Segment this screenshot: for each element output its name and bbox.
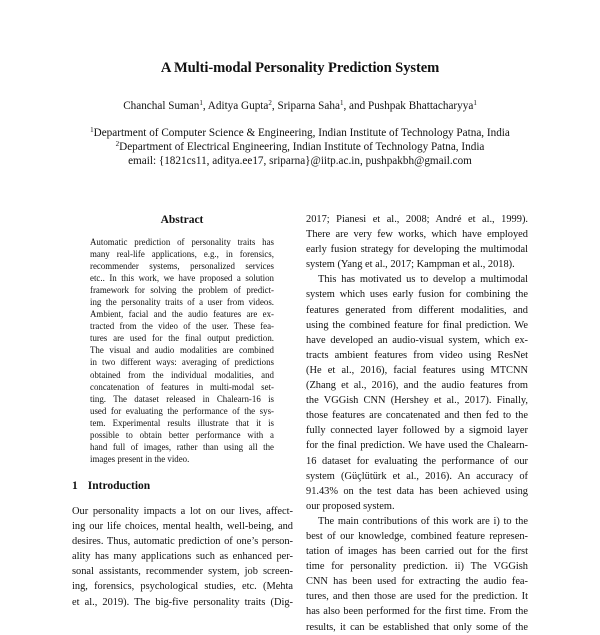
- introduction-line: ing our life choices, mental health, well-being, and: [72, 521, 293, 533]
- body-line: (Zhang et al., 2016), and the audio features from: [306, 380, 528, 392]
- abstract-line: images present in the video.: [90, 453, 190, 464]
- author-name: Sriparna Saha: [277, 100, 340, 112]
- author-list: [0, 100, 600, 112]
- body-line: The main contributions of this work are i) to the: [318, 515, 528, 527]
- author-name: Aditya Gupta: [207, 100, 269, 112]
- section-heading-introduction: [72, 480, 150, 492]
- abstract-line: Automatic prediction of personality traits has: [90, 237, 274, 247]
- abstract-line: many real-life applications, e.g., in forensics,: [90, 249, 274, 260]
- right-column-text: [306, 212, 528, 635]
- body-line: 16 dataset for evaluating the performance of our: [306, 455, 528, 467]
- abstract-line: framework for solving the problem of predict-: [90, 285, 274, 296]
- introduction-line: sonal assistants, recommender system, job screen-: [72, 566, 293, 578]
- abstract-line: Ambient, facial and the audio features are ex-: [90, 309, 274, 320]
- introduction-line: ality has many applications such as enhanced per-: [72, 551, 293, 563]
- author-affiliation-marker: 1: [339, 99, 344, 107]
- introduction-line: et al., 2019). The big-five personality traits (Dig-: [72, 596, 293, 608]
- abstract-line: obtained from the individual modalities, and: [90, 369, 274, 380]
- affiliation-2-text: Department of Electrical Engineering, Indian Institute of Technology Patna, India: [119, 141, 485, 153]
- body-line: best of our knowledge, combined feature represen-: [306, 530, 528, 542]
- body-line: have developed an audio-visual system, which ex-: [306, 334, 528, 346]
- author-separator: ,: [202, 100, 208, 112]
- introduction-line: Our personality impacts a lot on our lives, affect-: [72, 506, 293, 517]
- abstract-line: in two different ways: averaging of predictions: [90, 357, 274, 368]
- body-line: our proposed system.: [306, 500, 395, 512]
- abstract-line: ting. The dataset released in Chalearn-16 is: [90, 393, 274, 404]
- introduction-line: desires. Thus, automatic prediction of one’s person-: [72, 536, 293, 548]
- author-name: Chanchal Suman: [123, 100, 200, 112]
- author-separator: ,: [271, 100, 278, 112]
- paper-title: A Multi-modal Personality Prediction System: [160, 60, 440, 76]
- body-line: using the combined feature for final prediction. We: [306, 319, 528, 331]
- body-line: 91.43% on the test data has been achieved using: [306, 485, 528, 497]
- introduction-line: ing, forensics, psychological studies, etc. (Mehta: [72, 581, 293, 593]
- author-affiliation-marker: 2: [268, 99, 272, 107]
- abstract-line: tures are used for the final output prediction.: [90, 333, 274, 344]
- body-line: system (Güçlütürk et al., 2016). An accuracy of: [306, 470, 528, 482]
- body-line: for the final prediction. We have used the Chalearn-: [306, 440, 528, 452]
- abstract-line: The visual and audio modalities are combined: [90, 345, 274, 356]
- body-line: tation of images has been carried out for the first: [306, 546, 528, 558]
- body-line: system (Yang et al., 2017; Kampman et al., 2018).: [306, 259, 515, 271]
- body-line: tracts ambient features from video using ResNet: [306, 349, 528, 361]
- body-line: features generated from different modalities, and: [306, 304, 528, 316]
- abstract-line: tem. Experimental results illustrate that it is: [90, 417, 274, 428]
- introduction-left-column: [72, 504, 293, 610]
- author-name: Pushpak Bhattacharyya: [367, 100, 474, 112]
- body-line: those features are concatenated and then fed to the: [306, 410, 528, 422]
- abstract-line: possible to obtain better performance with a: [90, 429, 274, 440]
- body-line: This has motivated us to develop a multimodal: [318, 274, 528, 286]
- abstract-line: used for evaluating the performance of the sys-: [90, 405, 274, 416]
- author-affiliation-marker: 1: [199, 99, 203, 107]
- body-line: system which uses early fusion for combining the: [306, 289, 528, 301]
- body-line: fully connected layer followed by a sigmoid layer: [306, 425, 528, 437]
- body-line: tures, and then those are used for the prediction. It: [306, 591, 528, 603]
- abstract-body: [90, 236, 274, 465]
- abstract-line: recommender systems, personalized services: [90, 261, 274, 272]
- body-line: There are very few works, which have employed: [306, 229, 528, 241]
- section-number: 1: [72, 480, 78, 492]
- body-line: results, it can be established that only some of the: [306, 621, 528, 633]
- body-line: (He et al., 2016), facial features using MTCNN: [306, 364, 528, 376]
- affiliation-1-marker: 1: [90, 126, 94, 134]
- body-line: has also been performed for the first time. From the: [306, 606, 528, 618]
- abstract-heading: Abstract: [160, 214, 204, 226]
- author-affiliation-marker: 1: [473, 99, 477, 107]
- affiliation-1-text: Department of Computer Science & Engineering, Indian Institute of Technology Patna, India: [93, 127, 510, 139]
- author-email: email: {1821cs11, aditya.ee17, sriparna}@iitp.ac.in, pushpakbh@gmail.com: [128, 155, 472, 167]
- body-line: 2017; Pianesi et al., 2008; André et al., 1999).: [306, 214, 528, 225]
- body-line: CNN has been used for extracting the audio fea-: [306, 576, 528, 588]
- abstract-line: tracted from the video of the user. These fea-: [90, 321, 274, 332]
- body-line: time for personality prediction. ii) The VGGish: [306, 561, 528, 573]
- body-line: the VGGish CNN (Hershey et al., 2017). Finally,: [306, 395, 528, 407]
- affiliation-2-marker: 2: [115, 140, 120, 148]
- section-title: Introduction: [87, 480, 151, 492]
- body-line: early fusion strategy for developing the multimodal: [306, 244, 528, 256]
- abstract-line: hand full of images, rather than using all the: [90, 441, 274, 452]
- abstract-line: etc.. In this work, we have proposed a solution: [90, 273, 274, 284]
- affiliation-1: [0, 126, 600, 140]
- author-separator: , and: [343, 100, 368, 112]
- abstract-line: ing the personality traits of a user from videos.: [90, 297, 274, 308]
- abstract-line: concatenation of features in multi-modal set-: [90, 381, 274, 392]
- affiliation-2: [0, 140, 600, 154]
